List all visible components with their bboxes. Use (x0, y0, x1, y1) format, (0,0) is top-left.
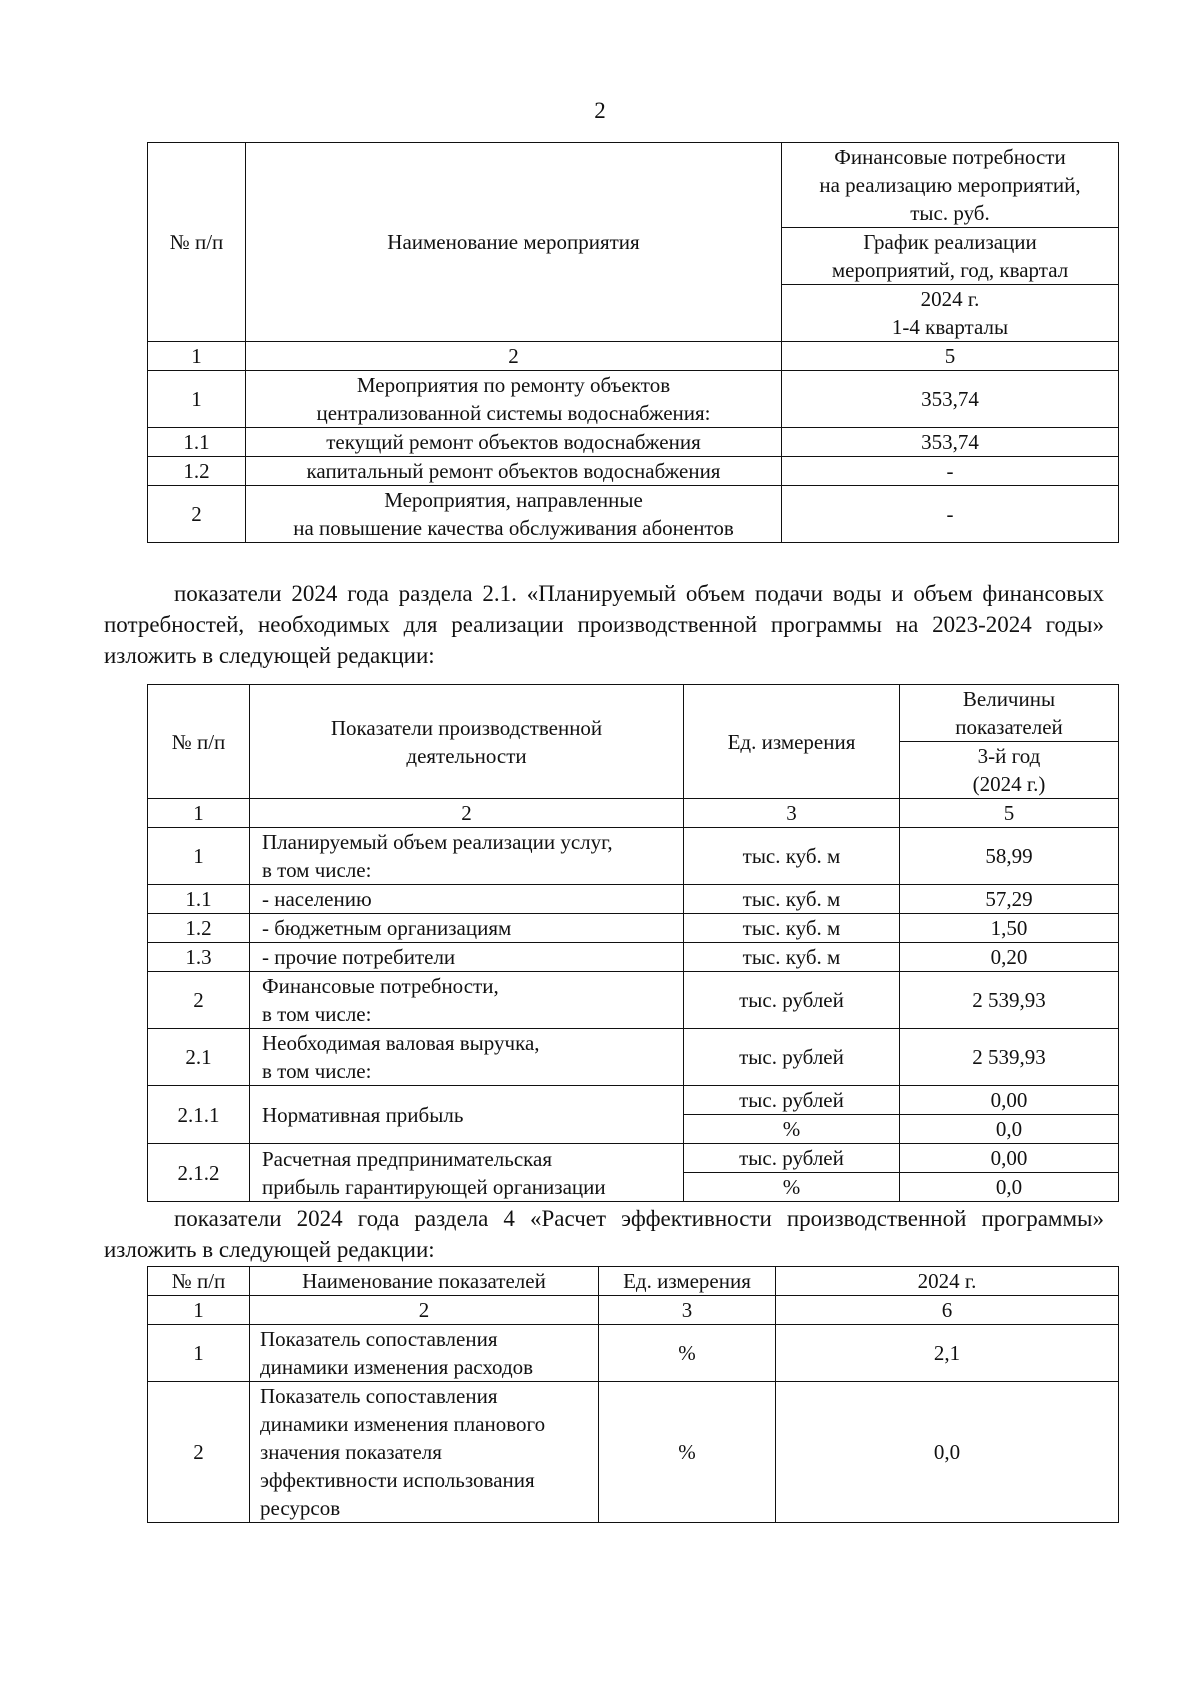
table-row: 1.2 капитальный ремонт объектов водоснабжения - (148, 457, 1119, 486)
table-row: 2 Мероприятия, направленные на повышение качества обслуживания абонентов - (148, 486, 1119, 543)
header-year: 2024 г. 1-4 кварталы (782, 285, 1119, 342)
financial-needs-table (147, 142, 1119, 543)
header-year: 3-й год (2024 г.) (900, 742, 1119, 799)
table-row: 2 Финансовые потребности, в том числе: тыс. рублей 2 539,93 (148, 972, 1119, 1029)
table-row: 1.3 - прочие потребители тыс. куб. м 0,20 (148, 943, 1119, 972)
efficiency-table (147, 1266, 1119, 1523)
table-row: % 0,0 (148, 1115, 1119, 1144)
header-unit: Ед. измерения (684, 685, 900, 799)
column-numbers-row: 1 2 3 5 (148, 799, 1119, 828)
header-schedule: График реализации мероприятий, год, квартал (782, 228, 1119, 285)
column-numbers-row: 1 2 3 6 (148, 1296, 1119, 1325)
header-name: Показатели производственной деятельности (250, 685, 684, 799)
table-row: 1 Мероприятия по ремонту объектов централизованной системы водоснабжения: 353,74 (148, 371, 1119, 428)
production-indicators-table (147, 684, 1119, 1202)
header-values: Величины показателей (900, 685, 1119, 742)
header-name: Наименование мероприятия (246, 143, 782, 342)
header-num: № п/п (148, 685, 250, 799)
table-row: 1 Показатель сопоставления динамики изменения расходов % 2,1 (148, 1325, 1119, 1382)
paragraph-section-4: показатели 2024 года раздела 4 «Расчет эффективности производственной программы» изложить в следующей редакции: (104, 1206, 1104, 1262)
header-unit: Ед. измерения (599, 1267, 776, 1296)
header-name: Наименование показателей (250, 1267, 599, 1296)
table-row: 2.1.1 Нормативная прибыль тыс. рублей 0,00 (148, 1086, 1119, 1115)
header-financial-needs: Финансовые потребности на реализацию мероприятий, тыс. руб. (782, 143, 1119, 228)
header-year: 2024 г. (776, 1267, 1119, 1296)
table-row: 1.1 текущий ремонт объектов водоснабжения 353,74 (148, 428, 1119, 457)
table-row: 1 Планируемый объем реализации услуг, в том числе: тыс. куб. м 58,99 (148, 828, 1119, 885)
column-numbers-row: 1 2 5 (148, 342, 1119, 371)
table-row: 2.1 Необходимая валовая выручка, в том числе: тыс. рублей 2 539,93 (148, 1029, 1119, 1086)
page-number: 2 (594, 98, 606, 123)
table-row: 1.1 - населению тыс. куб. м 57,29 (148, 885, 1119, 914)
paragraph-section-2-1: показатели 2024 года раздела 2.1. «Планируемый объем подачи воды и объем финансовых потребностей, необходимых для реализации производственной программы на 2023-2024 годы» изложить в следующей редакции: (104, 581, 1104, 668)
table-row: % 0,0 (148, 1173, 1119, 1202)
header-num: № п/п (148, 143, 246, 342)
table-row: 2.1.2 Расчетная предпринимательская прибыль гарантирующей организации тыс. рублей 0,00 (148, 1144, 1119, 1173)
table-row: 1.2 - бюджетным организациям тыс. куб. м 1,50 (148, 914, 1119, 943)
header-num: № п/п (148, 1267, 250, 1296)
table-row: 2 Показатель сопоставления динамики изменения планового значения показателя эффективности использования ресурсов % 0,0 (148, 1382, 1119, 1523)
